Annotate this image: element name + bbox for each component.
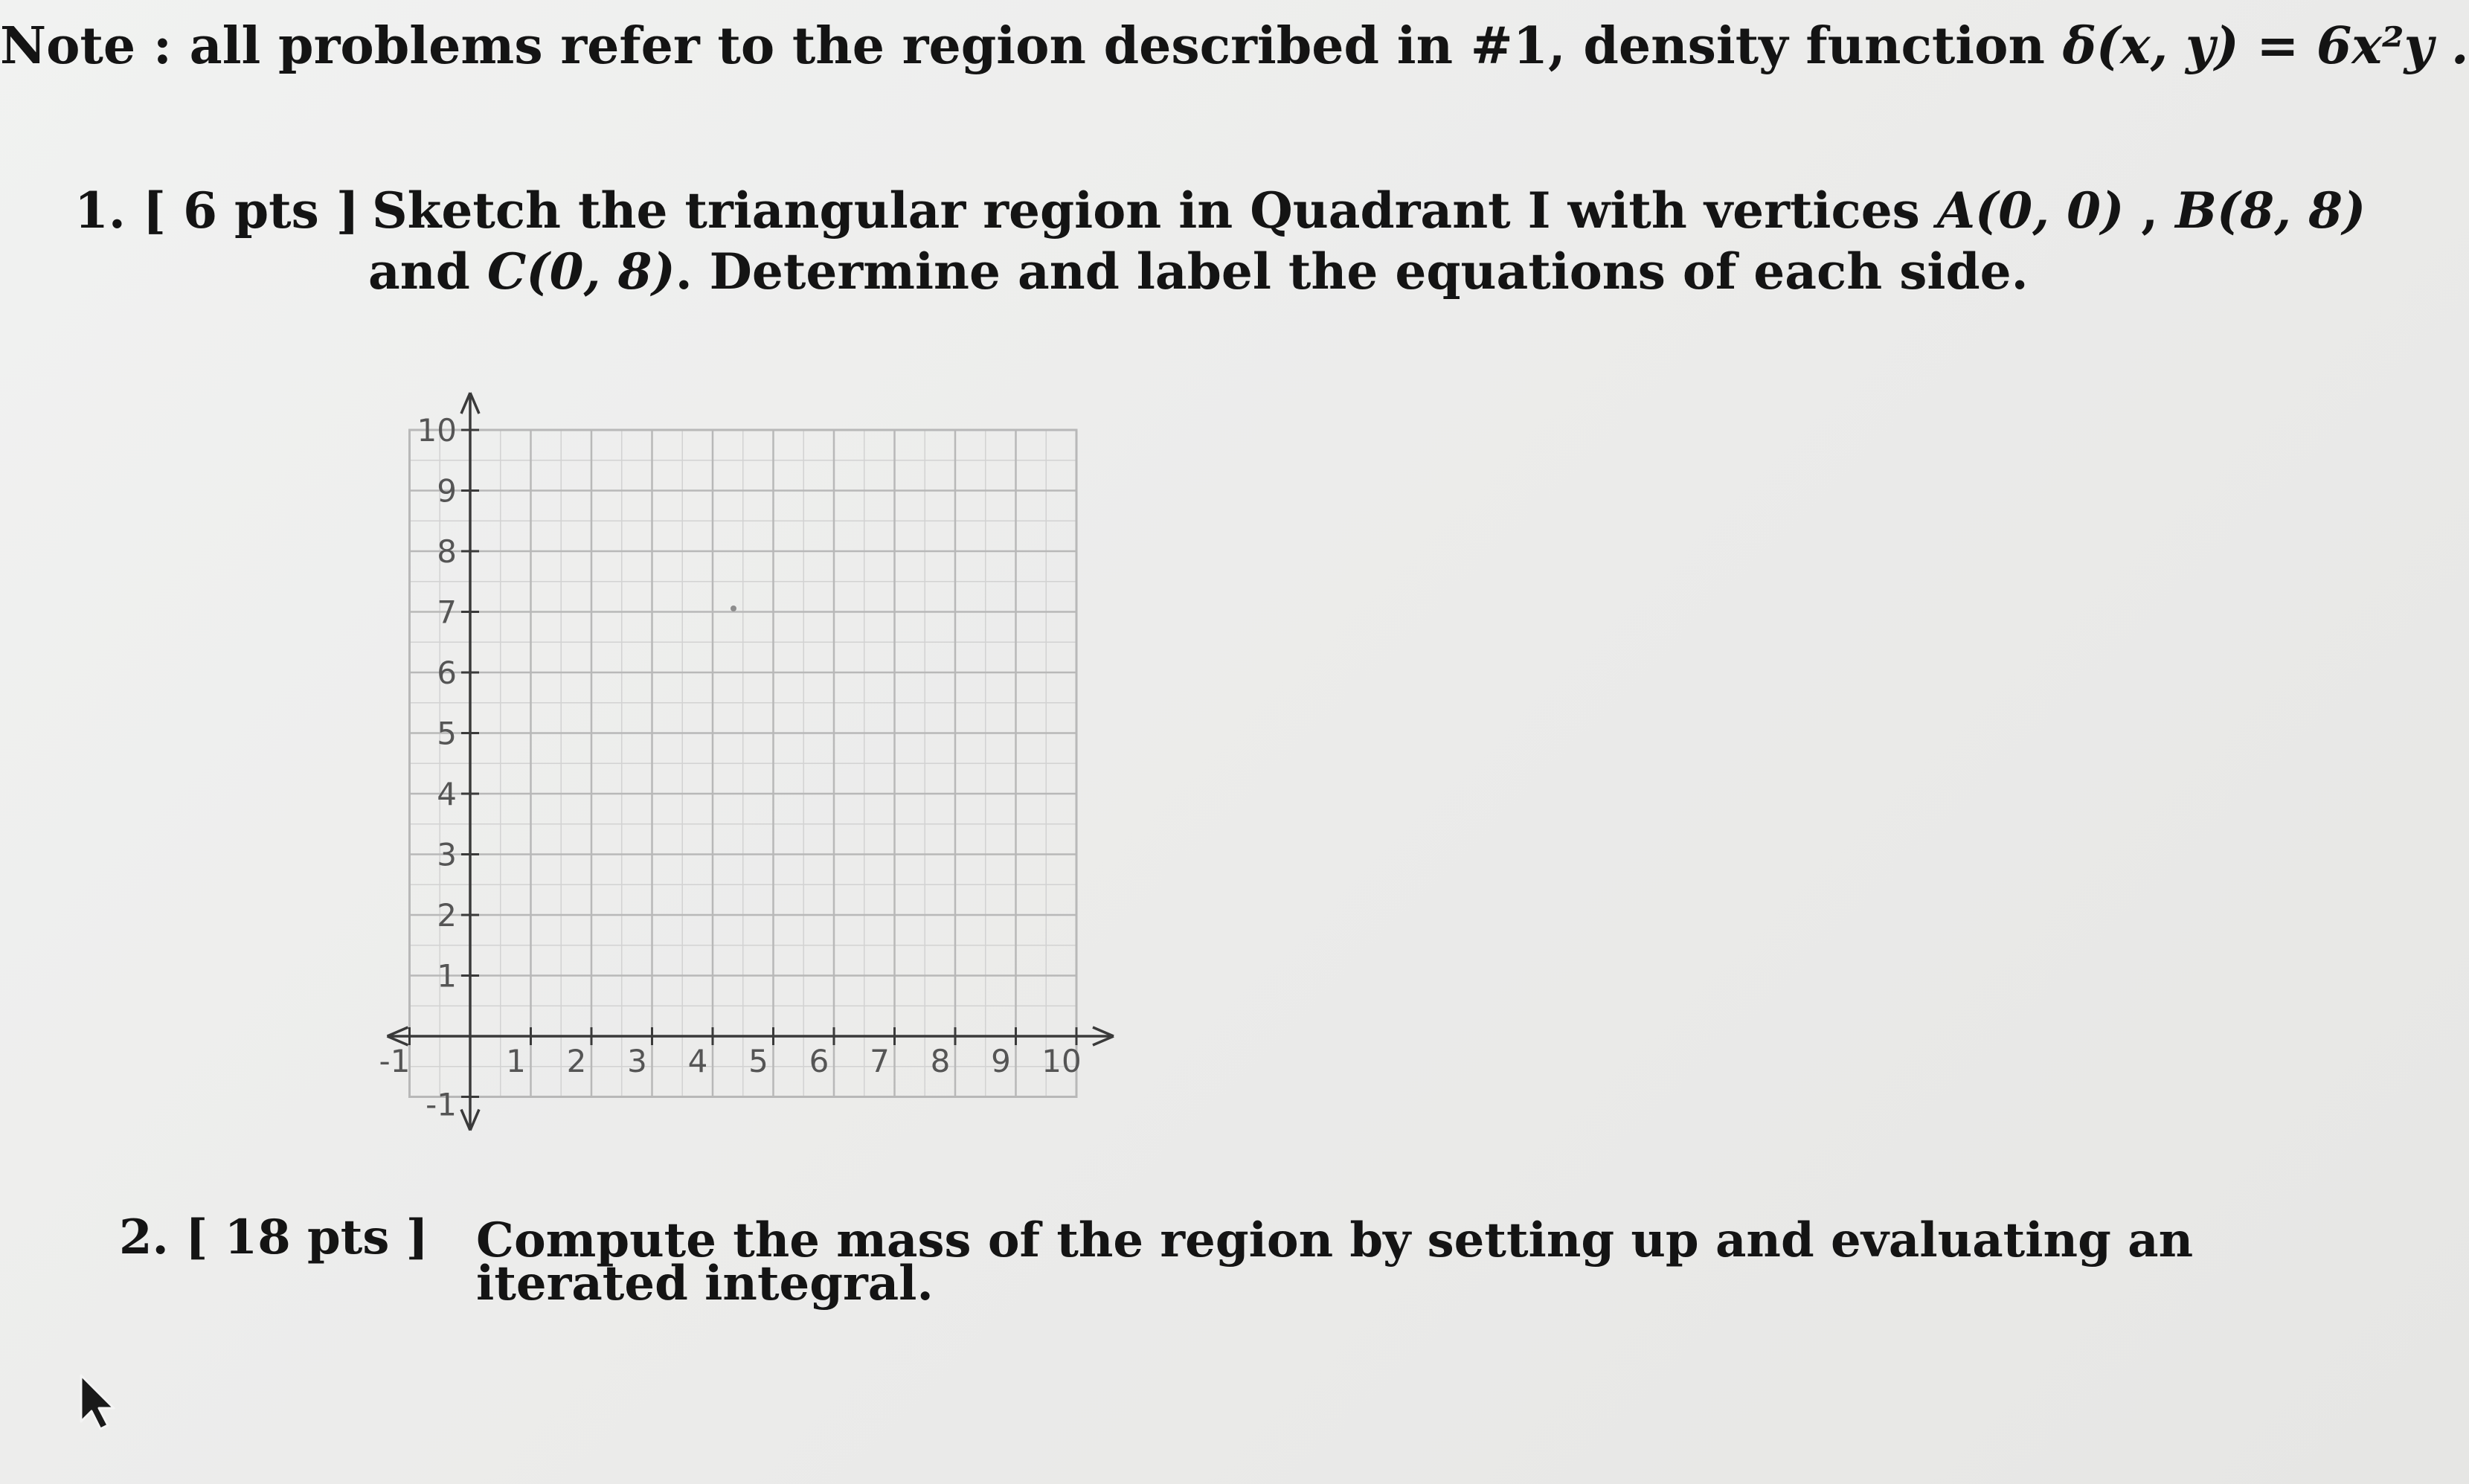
y-tick-label: 5 <box>437 715 457 752</box>
x-tick-label: 1 <box>506 1043 526 1079</box>
y-tick-label: 1 <box>437 957 457 995</box>
x-tick-label: 10 <box>1041 1043 1082 1079</box>
note-text: Note : all problems refer to the region described in #1, density function <box>0 16 2045 76</box>
problem-2-header <box>119 1210 428 1265</box>
x-tick-label: 6 <box>809 1043 829 1079</box>
y-tick-label: 10 <box>417 412 457 449</box>
y-tick-label: -1 <box>426 1086 457 1123</box>
vertex-a: A(0, 0) <box>1936 182 2125 240</box>
problem-1-text-a: Sketch the triangular region in Quadrant I with vertices <box>372 182 1920 240</box>
vertex-c: C(0, 8) <box>487 242 675 301</box>
vertex-b: B(8, 8) <box>2175 182 2366 240</box>
tick-labels <box>379 412 1082 1123</box>
x-tick-label: 2 <box>566 1043 587 1079</box>
coordinate-grid <box>357 387 1101 1131</box>
y-tick-label: 8 <box>437 533 457 570</box>
mouse-pointer-icon <box>78 1372 123 1432</box>
y-tick-label: 4 <box>437 776 457 812</box>
problem-2-text-line-1: Compute the mass of the region by setting up and evaluating an <box>476 1212 2194 1268</box>
problem-1-text-line-2 <box>368 242 2029 301</box>
x-tick-label: 9 <box>991 1043 1011 1079</box>
x-tick-label: 8 <box>930 1043 951 1079</box>
problem-1-number: 1. <box>74 182 126 240</box>
stray-dot <box>731 606 736 611</box>
problem-1-text-line-1 <box>372 182 2366 240</box>
x-tick-label: 4 <box>687 1043 708 1079</box>
y-tick-label: 9 <box>437 472 457 510</box>
y-tick-label: 6 <box>437 655 457 691</box>
axes <box>388 393 1114 1131</box>
problem-2-number: 2. <box>119 1210 169 1265</box>
problem-2-text-line-2: iterated integral. <box>476 1256 934 1311</box>
problem-1-text-b: and <box>368 242 470 301</box>
problem-2-points: [ 18 pts ] <box>185 1210 428 1265</box>
y-tick-label: 3 <box>437 836 457 873</box>
vertex-separator: , <box>2124 182 2176 240</box>
y-tick-label: 2 <box>437 897 457 934</box>
x-tick-label: 5 <box>748 1043 768 1079</box>
x-tick-label: 7 <box>870 1043 890 1079</box>
problem-1-points: [ 6 pts ] <box>142 182 359 240</box>
note-line <box>0 16 2469 76</box>
y-tick-label: 7 <box>437 594 457 631</box>
x-tick-label: -1 <box>379 1043 411 1079</box>
grid-lines <box>410 430 1077 1097</box>
problem-1-header <box>74 182 359 240</box>
problem-1-text-c: . Determine and label the equations of each side. <box>675 242 2029 301</box>
x-tick-label: 3 <box>627 1043 647 1079</box>
density-formula: δ(x, y) = 6x²y . <box>2062 16 2469 76</box>
